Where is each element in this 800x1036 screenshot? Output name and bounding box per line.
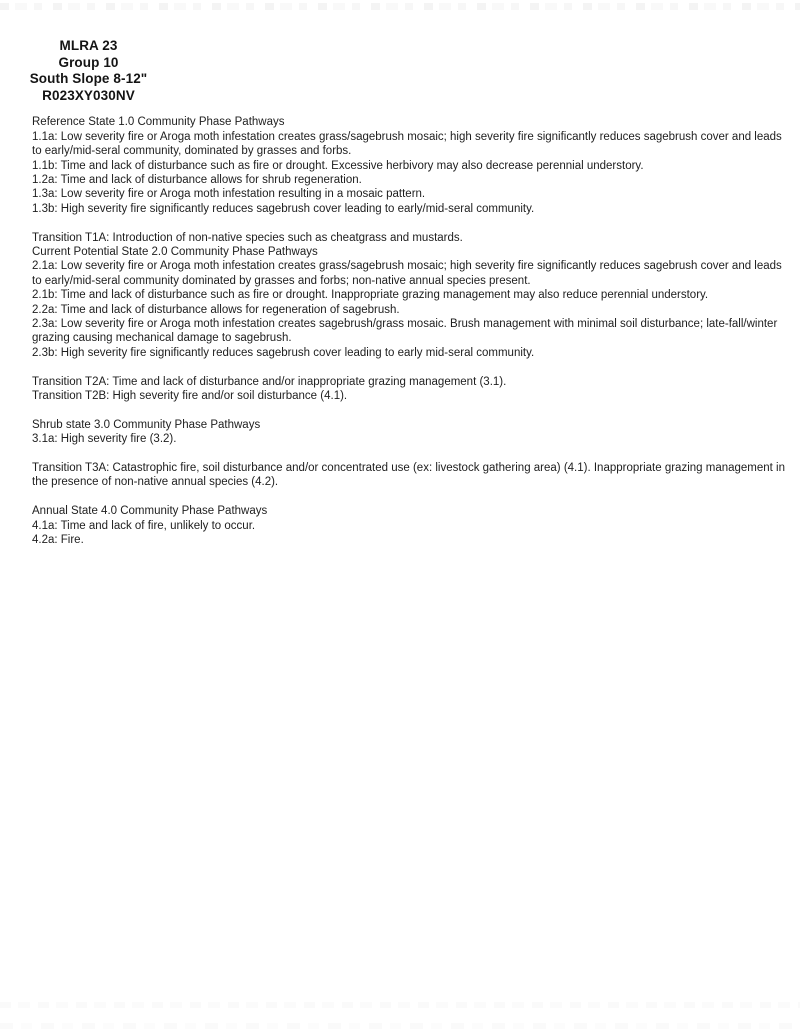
heading-annual-state: Annual State 4.0 Community Phase Pathways	[32, 505, 268, 518]
heading-current-potential-state: Current Potential State 2.0 Community Phase Pathways	[32, 246, 318, 259]
header-group: Group 10	[58, 54, 119, 70]
pathway-1-1a: 1.1a: Low severity fire or Aroga moth infestation creates grass/sagebrush mosaic; high severity fire significantly reduces sagebrush cover and leads to early/mid-seral community, dominated by grasses and forbs.	[32, 130, 782, 158]
pathway-2-1a: 2.1a: Low severity fire or Aroga moth infestation creates grass/sagebrush mosaic; high severity fire significantly reduces sagebrush cover and leads to early/mid-seral community dominated by grasses and forbs; non-native annual species present.	[32, 260, 782, 287]
pathway-4-1a: 4.1a: Time and lack of fire, unlikely to occur.	[32, 519, 256, 532]
pathway-2-2a: 2.2a: Time and lack of disturbance allows for regeneration of sagebrush.	[32, 303, 400, 316]
pathway-3-1a: 3.1a: High severity fire (3.2).	[32, 433, 177, 446]
pathway-1-3a: 1.3a: Low severity fire or Aroga moth infestation resulting in a mosaic pattern.	[32, 188, 426, 201]
pathway-1-2a: 1.2a: Time and lack of disturbance allows for shrub regeneration.	[32, 174, 362, 186]
section-annual-state	[32, 504, 787, 547]
pathway-2-1b: 2.1b: Time and lack of disturbance such as fire or drought. Inappropriate grazing management may also reduce perennial understory.	[32, 289, 709, 302]
pathway-1-1b: 1.1b: Time and lack of disturbance such as fire or drought. Excessive herbivory may also decrease perennial understory.	[32, 159, 644, 172]
header-site-id: R023XY030NV	[42, 87, 135, 103]
heading-shrub-state: Shrub state 3.0 Community Phase Pathways	[32, 418, 261, 431]
transition-t1a: Transition T1A: Introduction of non-native species such as cheatgrass and mustards.	[32, 231, 463, 244]
pathway-2-3a: 2.3a: Low severity fire or Aroga moth infestation creates sagebrush/grass mosaic. Brush management with minimal soil disturbance; late-fall/winter grazing causing mechanical damage to sagebrush.	[32, 318, 778, 345]
section-transition-t3	[32, 461, 787, 490]
pathway-4-2a: 4.2a: Fire.	[32, 534, 84, 547]
transition-t3a: Transition T3A: Catastrophic fire, soil disturbance and/or concentrated use (ex: livestock gathering area) (4.1). Inappropriate grazing management in the presence of non-native annual species (4.2).	[32, 462, 786, 489]
transition-t2a: Transition T2A: Time and lack of disturbance and/or inappropriate grazing management (3.1).	[32, 375, 507, 388]
heading-reference-state: Reference State 1.0 Community Phase Pathways	[32, 116, 285, 129]
transition-t2b: Transition T2B: High severity fire and/or soil disturbance (4.1).	[32, 390, 348, 403]
page-bottom-scan-artifact	[0, 1023, 800, 1029]
page-bottom-scan-artifact	[0, 1002, 800, 1008]
section-shrub-state	[32, 418, 787, 447]
header-mlra: MLRA 23	[59, 38, 118, 53]
section-reference-state	[32, 115, 787, 216]
document-body	[32, 115, 787, 547]
pathway-2-3b: 2.3b: High severity fire significantly reduces sagebrush cover leading to early mid-seral community.	[32, 346, 535, 359]
section-transitions-t2	[32, 375, 787, 404]
pathway-1-3b: 1.3b: High severity fire significantly reduces sagebrush cover leading to early/mid-seral community.	[32, 202, 535, 215]
section-current-potential-state	[32, 231, 787, 361]
header-slope: South Slope 8-12"	[29, 71, 148, 87]
document-header	[0, 0, 177, 104]
